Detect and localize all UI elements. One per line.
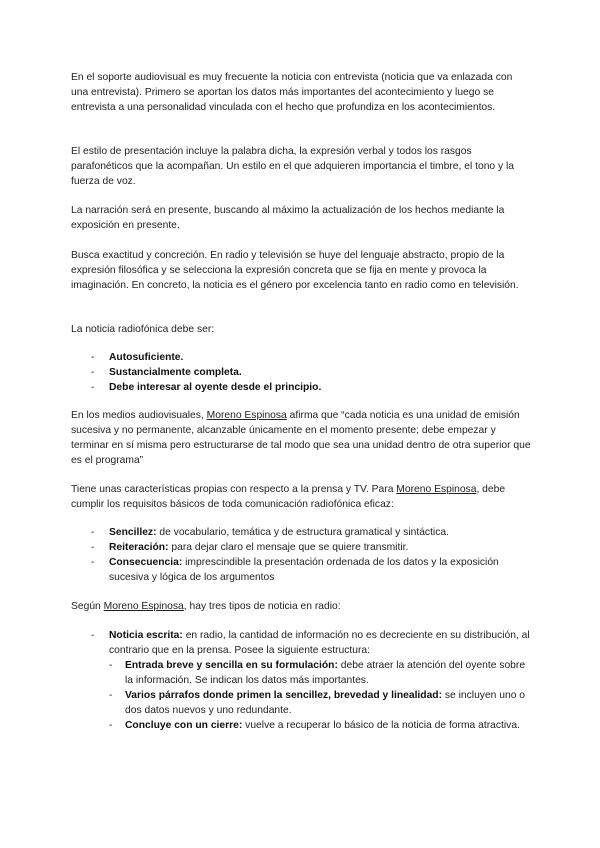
list-item: - Sustancialmente completa. (71, 365, 531, 380)
list-item: - Noticia escrita: en radio, la cantidad de información no es decreciente en su distribución, al contrario que en la prensa. Posee la siguiente estructura: - Entrada breve y sencilla en su formulación: debe atraer la atención del oyente sobre la información. Se indican los datos más importantes. - Varios párrafos donde primen la sencillez, brevedad y linealidad: se incluyen uno o dos datos nuevos y uno redundante. - Concluye con un cierre: vuelve a recuperar lo básico de la noticia de forma atractiva. (71, 628, 531, 733)
paragraph-medios-audiovisuales: En los medios audiovisuales, Moreno Espinosa afirma que “cada noticia es una unidad de emisión sucesiva y no permanente, alcanzable únicamente en el momento presente; debe empezar y terminar en sí misma pero estructurarse de tal modo que sea una unidad dentro de otra superior que es el programa” (71, 410, 531, 466)
requirements-list (71, 350, 531, 395)
list-item: - Reiteración: para dejar claro el mensaje que se quiere transmitir. (71, 540, 531, 555)
paragraph-estilo: El estilo de presentación incluye la palabra dicha, la expresión verbal y todos los rasgos parafonéticos que la acompañan. Un estilo en el que adquieren importancia el timbre, el tono y la fuerza de voz. (71, 146, 515, 187)
list-item: - Autosuficiente. (71, 350, 531, 365)
author-link: Moreno Espinosa (396, 484, 477, 495)
estructura-sublist (71, 658, 531, 733)
paragraph-caracteristicas: Tiene unas características propias con respecto a la prensa y TV. Para Moreno Espinosa, debe cumplir los requisitos básicos de toda comunicación radiofónica eficaz: (71, 484, 506, 510)
paragraph-noticia-radiofonica: La noticia radiofónica debe ser: (71, 324, 215, 335)
tipos-noticia-list (71, 628, 531, 733)
sublist-item: - Entrada breve y sencilla en su formulación: debe atraer la atención del oyente sobre la información. Se indican los datos más importantes. (71, 658, 531, 688)
paragraph-narracion: La narración será en presente, buscando al máximo la actualización de los hechos mediante la exposición en presente. (71, 205, 505, 231)
list-item: - Sencillez: de vocabulario, temática y de estructura gramatical y sintáctica. (71, 525, 531, 540)
sublist-item: - Concluye con un cierre: vuelve a recuperar lo básico de la noticia de forma atractiva. (71, 718, 531, 733)
author-link: Moreno Espinosa (206, 410, 287, 421)
paragraph-entrevista: En el soporte audiovisual es muy frecuente la noticia con entrevista (noticia que va enlazada con una entrevista). Primero se aportan los datos más importantes del acontecimiento y luego se entrevista a una personalidad vinculada con el hecho que profundiza en los acontecimientos. (71, 72, 513, 113)
requisitos-list (71, 525, 531, 585)
paragraph-exactitud: Busca exactitud y concreción. En radio y televisión se huye del lenguaje abstracto, propio de la expresión filosófica y se selecciona la expresión concreta que se fija en mente y provoca la imaginación. En concreto, la noticia es el género por excelencia tanto en radio como en televisión. (71, 250, 519, 291)
list-item: - Consecuencia: imprescindible la presentación ordenada de los datos y la exposición sucesiva y lógica de los argumentos (71, 555, 531, 585)
author-link: Moreno Espinosa (103, 601, 184, 612)
sublist-item: - Varios párrafos donde primen la sencillez, brevedad y linealidad: se incluyen uno o dos datos nuevos y uno redundante. (71, 688, 531, 718)
paragraph-tipos-noticia: Según Moreno Espinosa, hay tres tipos de noticia en radio: (71, 601, 341, 612)
list-item: - Debe interesar al oyente desde el principio. (71, 380, 531, 395)
